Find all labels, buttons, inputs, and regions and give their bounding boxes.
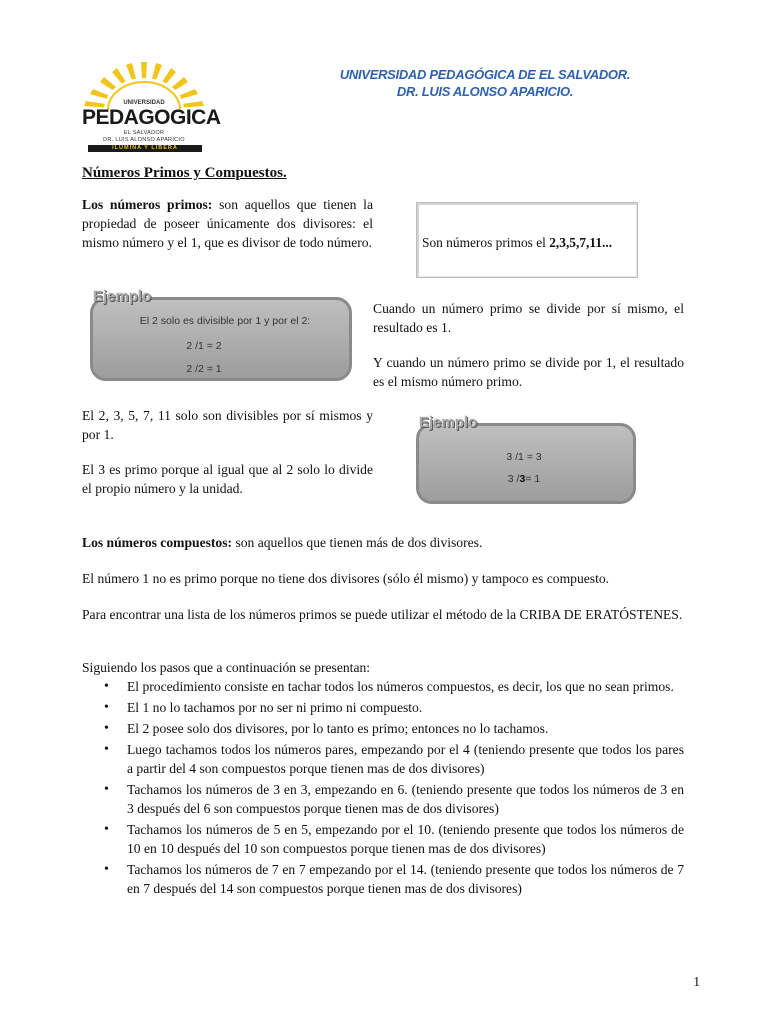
steps-list (82, 677, 684, 900)
example-1-heading: El 2 solo es divisible por 1 y por el 2: (139, 315, 311, 327)
example-2-box (416, 423, 636, 504)
example-1-label: Ejemplo (93, 288, 152, 305)
primos-text: son aquellos que tienen la propiedad de poseer únicamente dos divisores: el mismo número y el 1, que es divisor de todo número. (82, 197, 373, 250)
logo-ring-text: UNIVERSIDAD (123, 100, 165, 106)
page-number: 1 (693, 974, 700, 989)
example-2-line-2: 3 /3= 1 (507, 473, 541, 485)
example-2-line-1: 3 /1 = 3 (506, 451, 542, 463)
example-1-box (90, 297, 352, 381)
list-item: • El procedimiento consiste en tachar todos los números compuestos, es decir, los que no sean primos. (82, 677, 684, 696)
primos-list-text (422, 233, 612, 252)
example-1-line-1: 2 /1 = 2 (186, 340, 222, 352)
primos-definition (82, 195, 373, 252)
list-item: • Luego tachamos todos los números pares, empezando por el 4 (teniendo presente que todos los pares a partir del 4 son compuestos porque tienen mas de dos divisores) (82, 740, 684, 778)
list-item: • Tachamos los números de 7 en 7 empezando por el 14. (teniendo presente que todos los números de 7 en 7 después del 14 son compuestos porque tienen mas de dos divisores) (82, 860, 684, 898)
example-2-label: Ejemplo (419, 414, 478, 431)
three-prime-text: El 3 es primo porque al igual que al 2 solo lo divide el propio número y la unidad. (82, 462, 373, 496)
list-item: • El 1 no lo tachamos por no ser ni primo ni compuesto. (82, 698, 684, 717)
primos-term: Los números primos: (82, 197, 213, 212)
logo-wordmark: PEDAGOGICA (82, 106, 221, 129)
compuestos-term: Los números compuestos: (82, 535, 233, 550)
example-1-line-2: 2 /2 = 1 (186, 363, 222, 375)
list-item: • El 2 posee solo dos divisores, por lo tanto es primo; entonces no lo tachamos. (82, 719, 684, 738)
logo-subtitle: EL SALVADOR (123, 130, 165, 136)
page-title: Números Primos y Compuestos. (82, 165, 287, 181)
number-one-text: El número 1 no es primo porque no tiene dos divisores (sólo él mismo) y tampoco es compuesto. (82, 571, 610, 586)
primos-list-prefix: Son números primos el (422, 235, 550, 250)
university-founder: DR. LUIS ALONSO APARICIO. (396, 84, 574, 99)
steps-intro: Siguiendo los pasos que a continuación se presentan: (82, 660, 371, 675)
logo-motto-band: ILUMINA Y LIBERA (88, 145, 202, 152)
university-name: UNIVERSIDAD PEDAGÓGICA DE EL SALVADOR. (339, 67, 631, 82)
compuestos-definition (82, 533, 684, 552)
divisibility-text: El 2, 3, 5, 7, 11 solo son divisibles por sí mismos y por 1. (82, 408, 373, 442)
compuestos-text: son aquellos que tienen más de dos divisores. (232, 535, 483, 550)
university-logo (82, 60, 221, 156)
criba-text: Para encontrar una lista de los números primos se puede utilizar el método de la CRIBA DE ERATÓSTENES. (82, 607, 683, 622)
list-item: • Tachamos los números de 5 en 5, empezando por el 10. (teniendo presente que todos los números de 10 en 10 después del 10 son compuestos porque tienen mas de dos divisores) (82, 820, 684, 858)
list-item: • Tachamos los números de 3 en 3, empezando en 6. (teniendo presente que todos los números de 3 en 3 después del 6 son compuestos porque tienen mas de dos divisores) (82, 780, 684, 818)
logo-subtitle-2: DR. LUIS ALONSO APARICIO (103, 137, 185, 143)
primos-list-values: 2,3,5,7,11... (549, 235, 613, 250)
primo-one-division-text: Y cuando un número primo se divide por 1, el resultado es el mismo número primo. (373, 355, 684, 389)
primo-self-division-text: Cuando un número primo se divide por sí mismo, el resultado es 1. (373, 301, 684, 335)
